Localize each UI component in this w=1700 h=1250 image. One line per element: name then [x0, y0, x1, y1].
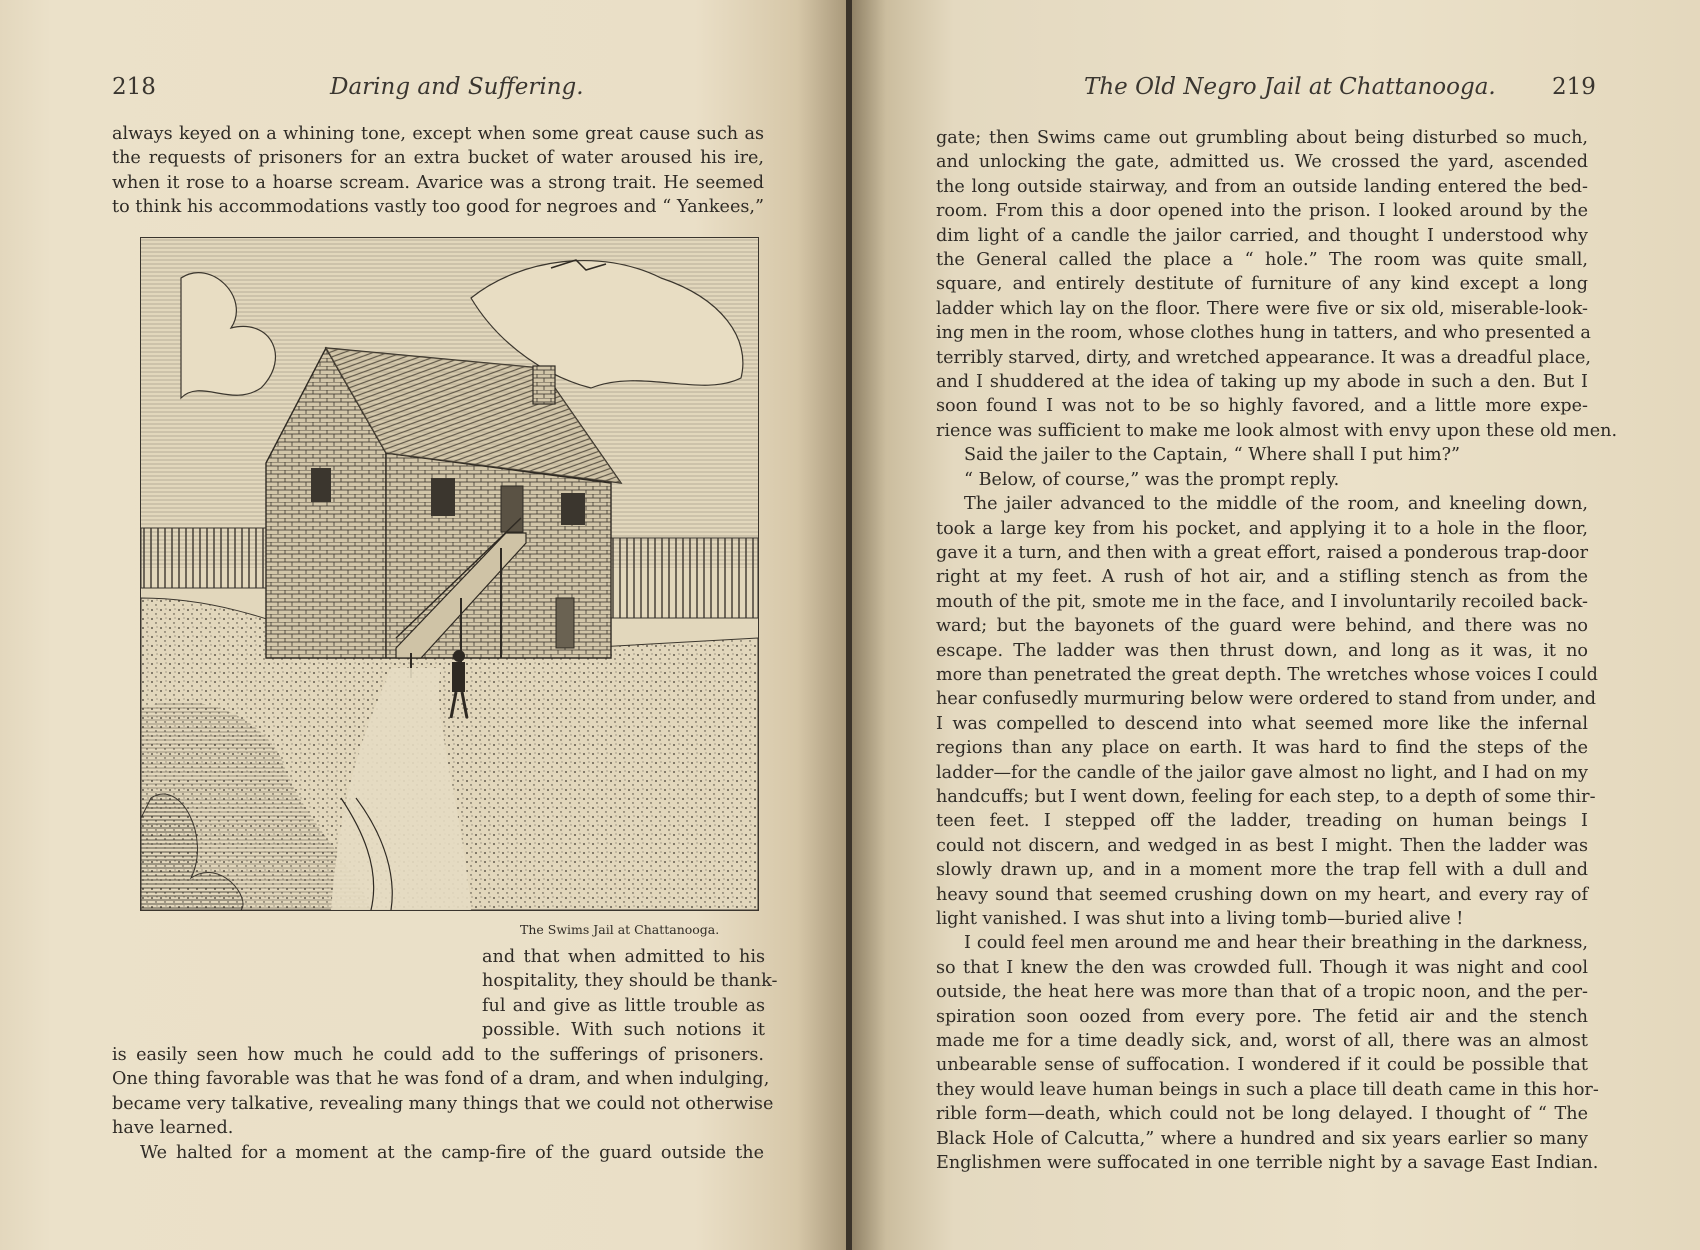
text-line: We halted for a moment at the camp-fire of the guard outside the	[140, 1142, 764, 1163]
text-line: escape. The ladder was then thrust down, and long as it was, it no	[936, 640, 1588, 661]
text-line: hear confusedly murmuring below were ordered to stand from under, and	[936, 689, 1597, 710]
text-line: have learned.	[112, 1118, 234, 1139]
text-line: regions than any place on earth. It was hard to find the steps of the	[936, 738, 1588, 759]
text-line: and unlocking the gate, admitted us. We crossed the yard, ascended	[936, 152, 1588, 173]
text-line: spiration soon oozed from every pore. The fetid air and the stench	[936, 1006, 1588, 1027]
text-line: terribly starved, dirty, and wretched appearance. It was a dreadful place,	[936, 347, 1591, 368]
figure-caption: The Swims Jail at Chattanooga.	[520, 922, 720, 937]
text-line: outside, the heat here was more than that of a tropic noon, and the per-	[936, 982, 1588, 1003]
text-line: soon found I was not to be so highly favored, and a little more expe-	[936, 396, 1588, 417]
text-line: always keyed on a whining tone, except when some great cause such as	[112, 124, 764, 144]
text-line: so that I knew the den was crowded full. Though it was night and cool	[936, 957, 1588, 978]
text-line: slowly drawn up, and in a moment more the trap fell with a dull and	[936, 860, 1588, 881]
text-line: ful and give as little trouble as	[482, 995, 765, 1016]
text-line: Englishmen were suffocated in one terrible night by a savage East Indian.	[936, 1153, 1599, 1174]
text-line: the General called the place a “ hole.” The room was quite small,	[936, 250, 1588, 271]
text-line: gave it a turn, and then with a great effort, raised a ponderous trap-door	[936, 542, 1588, 563]
text-line: handcuffs; but I went down, feeling for each step, to a depth of some thir-	[936, 786, 1596, 807]
text-line: rience was sufficient to make me look almost with envy upon these old men.	[936, 420, 1618, 441]
text-line: could not discern, and wedged in as best I might. Then the ladder was	[936, 835, 1588, 856]
right-page-body	[936, 126, 1618, 1175]
right-page-number: 219	[1552, 74, 1596, 100]
text-line: possible. With such notions it	[482, 1020, 765, 1041]
text-line: dim light of a candle the jailor carried, and thought I understood why	[936, 225, 1588, 246]
text-line: I was compelled to descend into what seemed more like the infernal	[936, 713, 1588, 734]
text-line: unbearable sense of suffocation. I wondered if it could be possible that	[936, 1055, 1588, 1076]
text-line: heavy sound that seemed crushing down on my heart, and every ray of	[936, 884, 1588, 905]
text-line: to think his accommodations vastly too good for negroes and “ Yankees,”	[112, 197, 764, 218]
left-running-head: Daring and Suffering.	[330, 74, 584, 100]
text-line: right at my feet. A rush of hot air, and a stifling stench as from the	[936, 567, 1588, 588]
text-line: rible form—death, which could not be long delayed. I thought of “ The	[936, 1104, 1588, 1125]
text-line: I could feel men around me and hear their breathing in the darkness,	[964, 933, 1588, 954]
text-line: teen feet. I stepped off the ladder, treading on human beings I	[936, 811, 1588, 832]
text-line: and that when admitted to his	[482, 947, 765, 967]
left-bottom-paragraph	[112, 1043, 774, 1165]
text-line: made me for a time deadly sick, and, worst of all, there was an almost	[936, 1031, 1588, 1052]
text-line: more than penetrated the great depth. The wretches whose voices I could	[936, 664, 1598, 685]
text-line: became very talkative, revealing many things that we could not otherwise	[112, 1093, 774, 1114]
text-line: One thing favorable was that he was fond of a dram, and when indulging,	[112, 1069, 770, 1090]
text-line: ladder—for the candle of the jailor gave almost no light, and I had on my	[936, 762, 1588, 783]
text-line: the requests of prisoners for an extra bucket of water aroused his ire,	[112, 148, 764, 169]
text-line: ward; but the bayonets of the guard were behind, and there was no	[936, 616, 1588, 637]
text-line: when it rose to a hoarse scream. Avarice was a strong trait. He seemed	[112, 172, 764, 193]
jail-engraving	[141, 238, 758, 910]
left-page-number: 218	[112, 74, 156, 100]
text-line: hospitality, they should be thank-	[482, 971, 778, 992]
text-line: room. From this a door opened into the prison. I looked around by the	[936, 201, 1588, 222]
text-line: “ Below, of course,” was the prompt reply.	[964, 469, 1340, 490]
right-running-head: The Old Negro Jail at Chattanooga.	[1084, 74, 1496, 100]
right-page	[852, 0, 1700, 1250]
text-line: Black Hole of Calcutta,” where a hundred and six years earlier so many	[936, 1128, 1588, 1149]
left-top-paragraph	[112, 122, 764, 220]
text-line: and I shuddered at the idea of taking up my abode in such a den. But I	[936, 372, 1588, 393]
jail-illustration	[140, 237, 759, 911]
left-page	[0, 0, 848, 1250]
text-line: The jailer advanced to the middle of the room, and kneeling down,	[964, 494, 1588, 515]
text-line: they would leave human beings in such a place till death came in this hor-	[936, 1079, 1599, 1100]
text-line: took a large key from his pocket, and applying it to a hole in the floor,	[936, 518, 1588, 539]
text-line: the long outside stairway, and from an outside landing entered the bed-	[936, 176, 1588, 197]
text-line: mouth of the pit, smote me in the face, and I involuntarily recoiled back-	[936, 591, 1588, 612]
text-line: light vanished. I was shut into a living tomb—buried alive !	[936, 909, 1464, 929]
text-line: is easily seen how much he could add to the sufferings of prisoners.	[112, 1045, 764, 1065]
text-line: ing men in the room, whose clothes hung in tatters, and who presented a	[936, 323, 1591, 344]
left-wrap-paragraph	[482, 945, 778, 1043]
text-line: ladder which lay on the floor. There were five or six old, miserable-look-	[936, 298, 1588, 319]
text-line: Said the jailer to the Captain, “ Where shall I put him?”	[964, 445, 1461, 466]
text-line: gate; then Swims came out grumbling about being disturbed so much,	[936, 128, 1588, 148]
text-line: square, and entirely destitute of furniture of any kind except a long	[936, 274, 1588, 295]
